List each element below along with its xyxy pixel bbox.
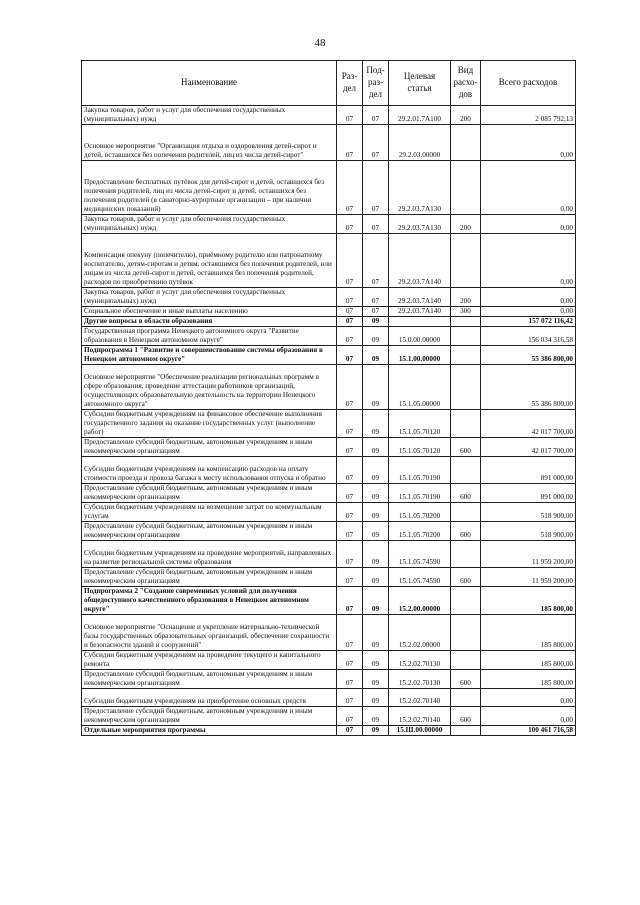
- row-podrazdel: 07: [363, 307, 389, 317]
- row-name: Субсидии бюджетным учреждениям на проведение текущего и капитального ремонта: [82, 651, 337, 670]
- row-name: Субсидии бюджетным учреждениям на финансовое обеспечение выполнения государственного задания на оказание государственных услуг (выполнение работ): [82, 410, 337, 438]
- table-row: [82, 161, 576, 215]
- row-name: Другие вопросы в области образования: [82, 317, 337, 327]
- row-target: 29.2.03.7А140: [389, 288, 451, 307]
- row-total: 156 034 316,58: [481, 327, 576, 346]
- row-podrazdel: 09: [363, 568, 389, 587]
- table-row: [82, 707, 576, 726]
- row-podrazdel: 09: [363, 438, 389, 457]
- row-podrazdel: 09: [363, 707, 389, 726]
- row-podrazdel: 09: [363, 503, 389, 522]
- table-row: [82, 541, 576, 568]
- row-vid: [451, 503, 481, 522]
- table-row: [82, 327, 576, 346]
- row-total: 891 000,00: [481, 484, 576, 503]
- row-target: [389, 317, 451, 327]
- row-total: 185 800,00: [481, 670, 576, 689]
- row-vid: [451, 651, 481, 670]
- row-podrazdel: 09: [363, 522, 389, 541]
- row-razdel: 07: [337, 438, 363, 457]
- row-podrazdel: 07: [363, 234, 389, 288]
- row-total: 100 461 716,58: [481, 726, 576, 736]
- row-razdel: 07: [337, 365, 363, 410]
- row-podrazdel: 07: [363, 106, 389, 125]
- row-total: 42 017 700,00: [481, 410, 576, 438]
- table-row: [82, 615, 576, 651]
- row-podrazdel: 09: [363, 484, 389, 503]
- row-razdel: 07: [337, 457, 363, 484]
- table-row: [82, 726, 576, 736]
- row-target: 15.2.02.70130: [389, 670, 451, 689]
- row-vid: 600: [451, 438, 481, 457]
- row-razdel: 07: [337, 541, 363, 568]
- row-vid: [451, 689, 481, 707]
- table-row: [82, 215, 576, 234]
- table-row: [82, 317, 576, 327]
- row-total: 0,00: [481, 288, 576, 307]
- row-podrazdel: 07: [363, 125, 389, 161]
- table-row: [82, 410, 576, 438]
- row-total: 0,00: [481, 125, 576, 161]
- header-razdel: Раз- дел: [337, 61, 363, 106]
- row-target: 15.1.05.70120: [389, 438, 451, 457]
- row-target: 15.1.05.74590: [389, 568, 451, 587]
- row-podrazdel: 09: [363, 615, 389, 651]
- row-target: 15.1.05.00000: [389, 365, 451, 410]
- row-razdel: 07: [337, 726, 363, 736]
- row-target: 15.0.00.00000: [389, 327, 451, 346]
- row-podrazdel: 09: [363, 726, 389, 736]
- row-target: 15.1.05.70190: [389, 457, 451, 484]
- row-name: Предоставление субсидий бюджетным, автономным учреждениям и иным некоммерческим организациям: [82, 707, 337, 726]
- row-podrazdel: 09: [363, 689, 389, 707]
- row-total: 185 800,00: [481, 651, 576, 670]
- row-vid: 200: [451, 106, 481, 125]
- row-razdel: 07: [337, 651, 363, 670]
- row-vid: 200: [451, 215, 481, 234]
- row-target: 15.2.02.70140: [389, 689, 451, 707]
- table-row: [82, 307, 576, 317]
- row-vid: 600: [451, 707, 481, 726]
- row-name: Субсидии бюджетным учреждениям на возмещение затрат по коммунальным услугам: [82, 503, 337, 522]
- row-total: 0,00: [481, 689, 576, 707]
- table-row: [82, 484, 576, 503]
- row-razdel: 07: [337, 410, 363, 438]
- row-razdel: 07: [337, 707, 363, 726]
- row-razdel: 07: [337, 125, 363, 161]
- header-total: Всего расходов: [481, 61, 576, 106]
- budget-table: [81, 60, 576, 736]
- header-vid: Вид расхо- дов: [451, 61, 481, 106]
- table-header-row: [82, 61, 576, 106]
- table-row: [82, 365, 576, 410]
- row-total: 518 900,00: [481, 522, 576, 541]
- row-vid: [451, 726, 481, 736]
- row-vid: [451, 541, 481, 568]
- row-target: 29.2.03.7А130: [389, 161, 451, 215]
- row-name: Субсидии бюджетным учреждениям на проведение мероприятий, направленных на развитие региональной системы образования: [82, 541, 337, 568]
- row-total: 11 959 200,00: [481, 568, 576, 587]
- row-name: Закупка товаров, работ и услуг для обеспечения государственных (муниципальных) нужд: [82, 106, 337, 125]
- row-vid: 600: [451, 568, 481, 587]
- row-podrazdel: 09: [363, 327, 389, 346]
- row-name: Закупка товаров, работ и услуг для обеспечения государственных (муниципальных) нужд: [82, 215, 337, 234]
- row-target: 29.2.03.00000: [389, 125, 451, 161]
- row-target: 15.1.05.70200: [389, 522, 451, 541]
- row-total: 55 386 800,00: [481, 365, 576, 410]
- row-razdel: 07: [337, 288, 363, 307]
- row-total: 185 800,00: [481, 615, 576, 651]
- row-vid: [451, 365, 481, 410]
- row-razdel: 07: [337, 503, 363, 522]
- row-target: 29.2.03.7А140: [389, 307, 451, 317]
- table-row: [82, 125, 576, 161]
- row-total: 185 800,00: [481, 587, 576, 615]
- row-target: 15.1.05.70120: [389, 410, 451, 438]
- header-name: Наименование: [82, 61, 337, 106]
- row-vid: [451, 125, 481, 161]
- row-name: Субсидии бюджетным учреждениям на компенсацию расходов на оплату стоимости проезда и провоза багажа к месту использования отпуска и обратно: [82, 457, 337, 484]
- row-target: 15.1.05.70200: [389, 503, 451, 522]
- row-name: Подпрограмма 2 "Создание современных условий для получения общедоступного качественного образования в Ненецком автономном округе": [82, 587, 337, 615]
- row-name: Субсидии бюджетным учреждениям на приобретение основных средств: [82, 689, 337, 707]
- row-name: Предоставление бесплатных путёвок для детей-сирот и детей, оставшихся без попечения родителей, лиц из числа детей-сирот и детей, оставшихся без попечения родителей (в санаторно-курортные организации – при наличии медицинских показаний): [82, 161, 337, 215]
- row-razdel: 07: [337, 307, 363, 317]
- row-razdel: 07: [337, 522, 363, 541]
- table-row: [82, 503, 576, 522]
- row-vid: 600: [451, 522, 481, 541]
- row-name: Отдельные мероприятия программы: [82, 726, 337, 736]
- row-name: Подпрограмма 1 "Развитие и совершенствование системы образования в Ненецком автономном округе": [82, 346, 337, 365]
- table-row: [82, 457, 576, 484]
- row-vid: [451, 457, 481, 484]
- row-total: 518 900,00: [481, 503, 576, 522]
- row-target: 15.1.05.70190: [389, 484, 451, 503]
- row-target: 15.2.00.00000: [389, 587, 451, 615]
- table-row: [82, 522, 576, 541]
- row-razdel: 07: [337, 689, 363, 707]
- row-vid: [451, 317, 481, 327]
- page-number: 48: [314, 37, 326, 49]
- row-total: 0,00: [481, 161, 576, 215]
- row-name: Предоставление субсидий бюджетным, автономным учреждениям и иным некоммерческим организациям: [82, 670, 337, 689]
- row-vid: 600: [451, 670, 481, 689]
- row-podrazdel: 09: [363, 365, 389, 410]
- row-name: Предоставление субсидий бюджетным, автономным учреждениям и иным некоммерческим организациям: [82, 438, 337, 457]
- row-total: 55 386 800,00: [481, 346, 576, 365]
- row-vid: 200: [451, 288, 481, 307]
- row-razdel: 07: [337, 327, 363, 346]
- table-row: [82, 438, 576, 457]
- table-row: [82, 346, 576, 365]
- row-razdel: 07: [337, 670, 363, 689]
- row-name: Основное мероприятие "Оснащение и укрепление материально-технической базы государственных образовательных организаций, обеспечение сохранности и безопасности зданий и сооружений": [82, 615, 337, 651]
- row-vid: [451, 410, 481, 438]
- row-vid: 600: [451, 484, 481, 503]
- header-podrazdel: Под- раз- дел: [363, 61, 389, 106]
- row-razdel: 07: [337, 161, 363, 215]
- row-razdel: 07: [337, 568, 363, 587]
- row-name: Предоставление субсидий бюджетным, автономным учреждениям и иным некоммерческим организациям: [82, 484, 337, 503]
- row-total: 891 000,00: [481, 457, 576, 484]
- table-row: [82, 587, 576, 615]
- row-razdel: 07: [337, 587, 363, 615]
- row-podrazdel: 09: [363, 317, 389, 327]
- table-row: [82, 568, 576, 587]
- row-name: Компенсация опекуну (попечителю), приёмному родителю или патронатному воспитателю, детям-сиротам и детям, оставшимся без попечения родителей, или лицам из числа детей-сирот и детей, оставшихся без попечения родителей, расходов по приобретению путёвок: [82, 234, 337, 288]
- table-row: [82, 106, 576, 125]
- row-target: 15.2.02.70130: [389, 651, 451, 670]
- row-podrazdel: 07: [363, 215, 389, 234]
- row-target: 29.2.01.7А100: [389, 106, 451, 125]
- row-vid: 300: [451, 307, 481, 317]
- row-podrazdel: 07: [363, 161, 389, 215]
- row-name: Социальное обеспечение и иные выплаты населению: [82, 307, 337, 317]
- row-total: 0,00: [481, 215, 576, 234]
- table-row: [82, 689, 576, 707]
- row-razdel: 07: [337, 346, 363, 365]
- row-razdel: 07: [337, 615, 363, 651]
- table-row: [82, 288, 576, 307]
- row-target: 15.2.02.70140: [389, 707, 451, 726]
- row-total: 42 017 700,00: [481, 438, 576, 457]
- row-podrazdel: 09: [363, 457, 389, 484]
- row-vid: [451, 346, 481, 365]
- row-name: Закупка товаров, работ и услуг для обеспечения государственных (муниципальных) нужд: [82, 288, 337, 307]
- row-podrazdel: 07: [363, 288, 389, 307]
- row-target: 29.2.03.7А130: [389, 215, 451, 234]
- row-total: 2 085 792,13: [481, 106, 576, 125]
- row-razdel: 07: [337, 215, 363, 234]
- row-target: 15.Ш.00.00000: [389, 726, 451, 736]
- table-row: [82, 651, 576, 670]
- row-vid: [451, 587, 481, 615]
- row-name: Предоставление субсидий бюджетным, автономным учреждениям и иным некоммерческим организациям: [82, 568, 337, 587]
- table-row: [82, 670, 576, 689]
- row-target: 15.1.00.00000: [389, 346, 451, 365]
- row-target: 15.1.05.74590: [389, 541, 451, 568]
- row-total: 0,00: [481, 307, 576, 317]
- row-vid: [451, 161, 481, 215]
- row-podrazdel: 09: [363, 651, 389, 670]
- row-razdel: 07: [337, 234, 363, 288]
- row-vid: [451, 327, 481, 346]
- row-vid: [451, 234, 481, 288]
- row-podrazdel: 09: [363, 541, 389, 568]
- row-total: 11 959 200,00: [481, 541, 576, 568]
- row-razdel: 07: [337, 106, 363, 125]
- row-total: 0,00: [481, 707, 576, 726]
- row-vid: [451, 615, 481, 651]
- row-razdel: 07: [337, 317, 363, 327]
- row-total: 0,00: [481, 234, 576, 288]
- row-podrazdel: 09: [363, 587, 389, 615]
- row-name: Основное мероприятие "Обеспечение реализации региональных программ в сфере образования, проведение аттестации работников организаций, осуществляющих образовательную деятельность на территории Ненецкого автономного округа": [82, 365, 337, 410]
- row-target: 29.2.03.7А140: [389, 234, 451, 288]
- row-razdel: 07: [337, 484, 363, 503]
- row-total: 157 072 116,42: [481, 317, 576, 327]
- row-name: Государственная программа Ненецкого автономного округа "Развитие образования в Ненецком автономном округе": [82, 327, 337, 346]
- table-row: [82, 234, 576, 288]
- row-target: 15.2.02.00000: [389, 615, 451, 651]
- row-podrazdel: 09: [363, 410, 389, 438]
- row-podrazdel: 09: [363, 670, 389, 689]
- header-target: Целевая статья: [389, 61, 451, 106]
- row-name: Основное мероприятие "Организация отдыха и оздоровления детей-сирот и детей, оставшихся без попечения родителей, лиц из числа детей-сирот": [82, 125, 337, 161]
- row-podrazdel: 09: [363, 346, 389, 365]
- row-name: Предоставление субсидий бюджетным, автономным учреждениям и иным некоммерческим организациям: [82, 522, 337, 541]
